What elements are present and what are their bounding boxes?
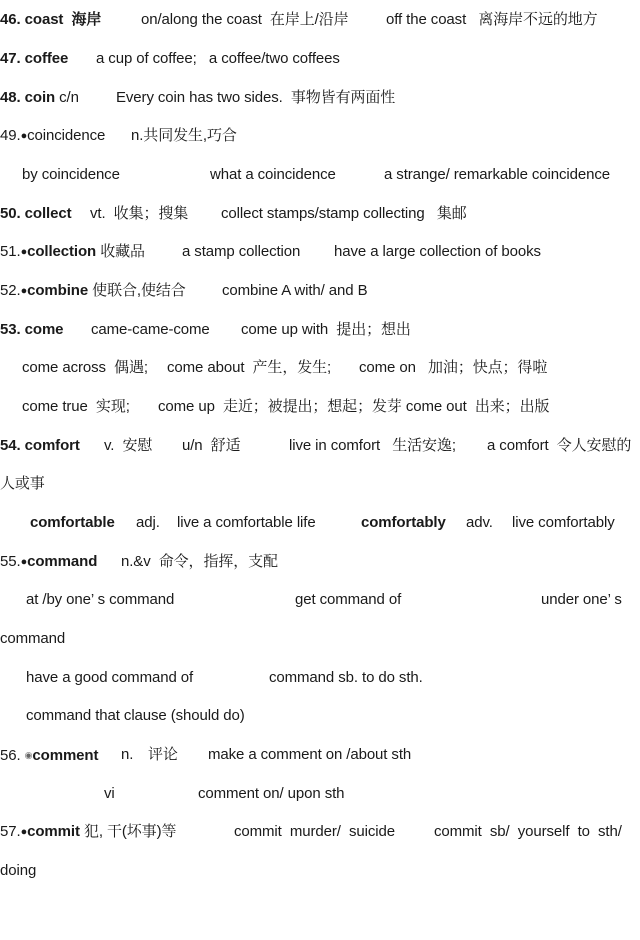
part-of-speech: c/n [59,89,79,106]
headword-group [0,86,79,110]
phrase: at /by one’ s command [26,591,175,608]
headword-group [0,202,71,226]
entry-55-command [0,550,278,574]
part-of-speech: n. [121,746,134,763]
phrase: a stamp collection [182,243,301,260]
number-text: 51. [0,243,21,260]
headword-translation: 犯, 干(坏事)等 [83,823,177,840]
number-text: 54. [0,437,21,454]
number-text: 57. [0,823,21,840]
definition: v. 安慰 [104,437,153,454]
entry-51-collection [0,240,541,264]
derivative-word: comfortably [361,514,446,531]
phrase: come on 加油；快点；得啦 [359,359,548,376]
number-text: 52. [0,282,21,299]
headword: coincidence [27,127,106,144]
entry-number [0,8,101,32]
definition: 评论 [148,746,178,763]
part-of-speech: vi [104,785,115,802]
entry-57-commit [0,820,622,844]
entry-55-phrases-1 [0,588,622,612]
headword: collect [24,205,72,222]
headword: comfort [24,437,80,454]
phrase: a strange/ remarkable coincidence [384,166,610,183]
phrase: what a coincidence [210,166,336,183]
phrase: combine A with/ and B [222,282,368,299]
entry-49-coincidence [0,124,237,148]
derivative-word: comfortable [30,514,115,531]
phrase: under one’ s [541,591,622,608]
headword: come [24,321,64,338]
headword-translation: 海岸 [71,11,102,28]
entry-56-verb [0,782,345,806]
phrase: Every coin has two sides. 事物皆有两面性 [116,89,396,106]
phrase: come across 偶遇; [22,359,148,376]
headword: command [27,553,98,570]
headword-group [0,124,105,148]
bullet-icon: ● [20,246,28,258]
number-text: 48. [0,89,21,106]
number-text: 56. [0,747,21,764]
phrase: live in comfort 生活安逸; [289,437,456,454]
number-text: 47. [0,50,21,67]
circle-bullet-icon: ◉ [24,750,33,760]
headword-group [0,820,176,844]
entry-53-come [0,318,411,342]
phrase: by coincidence [22,166,120,183]
phrase: command that clause (should do) [26,707,245,724]
entry-48-coin [0,86,396,110]
entry-47-coffee [0,47,340,71]
number-text: 50. [0,205,21,222]
headword-group [0,279,186,303]
entry-54-wrap [0,472,45,496]
number-text: 49. [0,127,21,144]
entry-56-comment [0,743,412,767]
part-of-speech: adv. [466,514,493,531]
part-of-speech: adj. [136,514,160,531]
definition: n.共同发生,巧合 [131,127,237,144]
headword-group [0,318,63,342]
phrase: a cup of coffee; a coffee/two coffees [96,50,340,67]
headword: coffee [24,50,69,67]
headword-translation: 收藏品 [100,243,145,260]
bullet-icon: ● [20,130,28,142]
definition: n.&v 命令，指挥，支配 [121,553,278,570]
entry-55-phrases-3 [0,704,245,728]
phrase: commit sb/ yourself to sth/ [434,823,622,840]
phrase: comment on/ upon sth [198,785,345,802]
phrase: live comfortably [512,514,615,531]
phrase: commit murder/ suicide [234,823,395,840]
phrase: have a good command of [26,669,194,686]
entry-52-combine [0,279,368,303]
headword: commit [27,823,80,840]
wrapped-text: 人或事 [0,475,45,492]
bullet-icon: ● [20,556,28,568]
headword: collection [27,243,97,260]
phrase: get command of [295,591,402,608]
headword-group [0,550,97,574]
headword-group [0,240,145,264]
number-text: 53. [0,321,21,338]
entry-50-collect [0,202,467,226]
headword: coin [24,89,56,106]
phrase: on/along the coast 在岸上/沿岸 [141,11,349,28]
wrapped-text: doing [0,862,37,879]
headword-group [0,434,80,458]
phrase: make a comment on /about sth [208,746,412,763]
phrase: come about 产生，发生; [167,359,332,376]
phrase: live a comfortable life [177,514,316,531]
entry-55-wrap [0,627,66,651]
headword-group [0,743,98,768]
phrase: off the coast 离海岸不远的地方 [386,11,598,28]
phrase: come up 走近；被提出；想起；发芽 come out 出来；出版 [158,398,550,415]
phrase: come true 实现; [22,398,130,415]
phrase: a comfort 令人安慰的 [487,437,632,454]
phrase: have a large collection of books [334,243,541,260]
bullet-icon: ● [20,285,28,297]
phrase: come up with 提出；想出 [241,321,411,338]
headword-translation: 使联合,使结合 [92,282,186,299]
entry-55-phrases-2 [0,666,423,690]
entry-54-derivatives [0,511,615,535]
bullet-icon: ● [20,826,28,838]
phrase: collect stamps/stamp collecting 集邮 [221,205,467,222]
entry-53-phrases-1 [0,356,548,380]
number-text: 46. [0,11,21,28]
definition: u/n 舒适 [182,437,241,454]
headword: comment [32,747,99,764]
entry-54-comfort [0,434,632,458]
entry-53-phrases-2 [0,395,550,419]
entry-57-wrap [0,859,37,883]
wrapped-text: command [0,630,66,647]
verb-forms: came-came-come [91,321,210,338]
headword: combine [27,282,89,299]
definition: vt. 收集；搜集 [90,205,189,222]
entry-49-phrases [0,163,610,187]
entry-46-coast [0,8,598,32]
phrase: command sb. to do sth. [269,669,423,686]
headword: coast [24,11,64,28]
headword-group [0,47,68,71]
number-text: 55. [0,553,21,570]
